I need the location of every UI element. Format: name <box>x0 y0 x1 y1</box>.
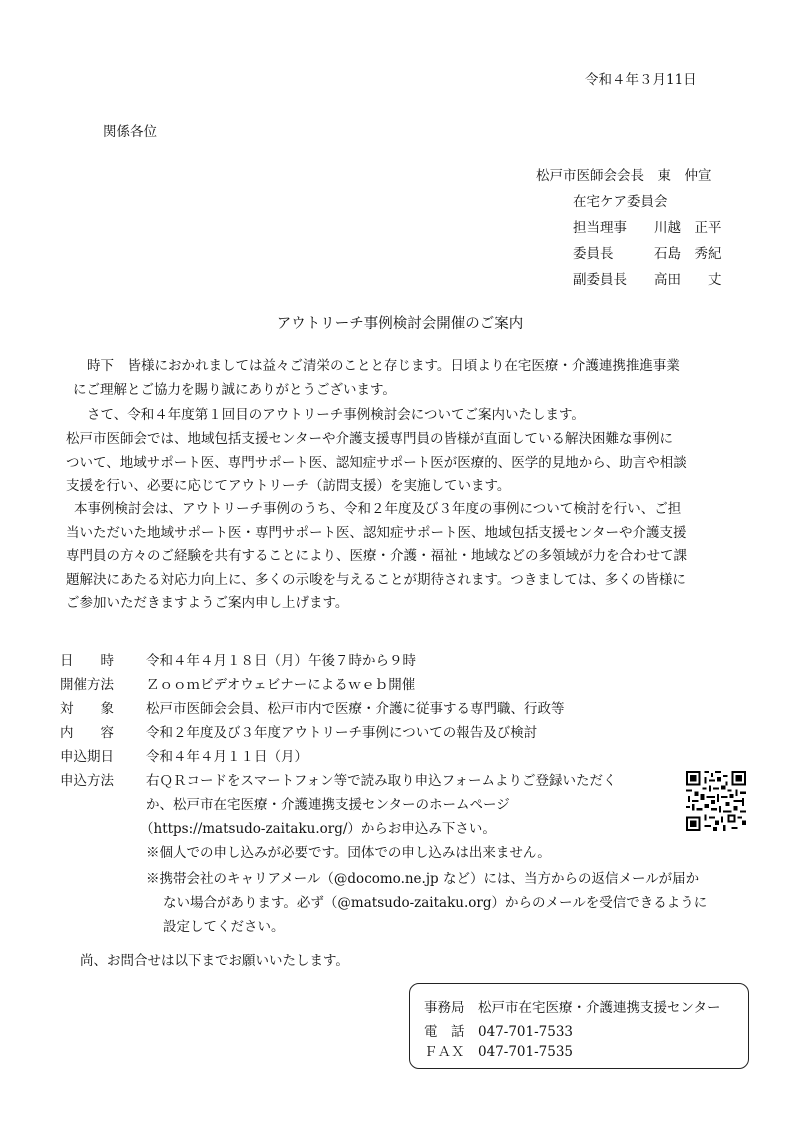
detail-label: 開催方法 <box>60 677 114 693</box>
paragraph-line: ご参加いただきますようご案内申し上げます。 <box>66 595 349 611</box>
note-individual: ※個人での申し込みが必要です。団体での申し込みは出来ません。 <box>146 845 551 861</box>
paragraph-line: 当いただいた地域サポート医・専門サポート医、認知症サポート医、地域包括支援センターや介護支援 <box>66 524 687 541</box>
paragraph-line: 支援を行い、必要に応じてアウトリーチ（訪問支援）を実施しています。 <box>66 478 511 494</box>
document-title: アウトリーチ事例検討会開催のご案内 <box>276 316 524 332</box>
detail-value: 令和２年度及び３年度アウトリーチ事例についての報告及び検討 <box>146 725 538 741</box>
contact-box <box>409 983 749 1069</box>
sender-line: 委員長 石島 秀紀 <box>573 246 722 262</box>
paragraph-line: さて、令和４年度第１回目のアウトリーチ事例検討会についてご案内いたします。 <box>87 407 585 423</box>
note-carrier-mail-cont: ない場合があります。必ず（@matsudo-zaitaku.org）からのメールを受信できるように <box>163 895 708 911</box>
paragraph-line: 時下 皆様におかれましては益々ご清栄のことと存じます。日頃より在宅医療・介護連携推進事業 <box>87 358 680 374</box>
paragraph-line: 題解決にあたる対応力向上に、多くの示唆を与えることが期待されます。つきましては、多くの皆様に <box>66 571 686 588</box>
detail-value: 松戸市医師会会員、松戸市内で医療・介護に従事する専門職、行政等 <box>146 701 565 717</box>
contact-office: 事務局 松戸市在宅医療・介護連携支援センター <box>424 1000 721 1016</box>
note-carrier-mail: ※携帯会社のキャリアメール（@docomo.ne.jp など）には、当方からの返信メールが届か <box>146 871 700 887</box>
sender-line: 在宅ケア委員会 <box>573 194 668 210</box>
note-carrier-mail-cont: 設定してください。 <box>163 919 285 935</box>
paragraph-intro <box>73 404 753 428</box>
paragraph-line: ついて、地域サポート医、専門サポート医、認知症サポート医が医療的、医学的見地から、助言や相談 <box>66 454 687 471</box>
contact-fax: ＦＡＸ 047-701-7535 <box>424 1044 574 1060</box>
detail-value: 右ＱＲコードをスマートフォン等で読み取り申込フォームよりご登録いただく <box>146 773 617 789</box>
apply-line: か、松戸市在宅医療・介護連携支援センターのホームページ <box>146 797 510 813</box>
document-date: 令和４年３月11日 <box>585 72 697 88</box>
detail-value: Ｚｏｏｍビデオウェビナーによるｗｅｂ開催 <box>146 677 416 693</box>
detail-label: 申込期日 <box>60 749 114 765</box>
paragraph-line: 専門員の方々のご経験を共有することにより、医療・介護・福祉・地域などの多領域が力を合わせて課 <box>66 548 687 564</box>
paragraph-line: にご理解とご協力を賜り誠にありがとうございます。 <box>73 381 396 398</box>
detail-label: 内 容 <box>60 725 114 741</box>
sender-line: 副委員長 高田 丈 <box>573 272 722 288</box>
paragraph-purpose <box>66 498 746 616</box>
contact-phone: 電 話 047-701-7533 <box>424 1024 574 1040</box>
detail-label: 日 時 <box>60 653 114 669</box>
apply-url-line[interactable]: （https://matsudo-zaitaku.org/）からお申込み下さい。 <box>140 821 496 837</box>
detail-label: 申込方法 <box>60 773 114 789</box>
paragraph-greeting <box>73 355 753 402</box>
detail-label: 対 象 <box>60 701 114 717</box>
detail-value: 令和４年４月１８日（月）午後７時から９時 <box>146 653 416 669</box>
paragraph-description <box>66 428 746 499</box>
sender-line: 松戸市医師会会長 東 仲宣 <box>536 168 712 184</box>
paragraph-line: 松戸市医師会では、地域包括支援センターや介護支援専門員の皆様が直面している解決困難な事例に <box>66 431 673 447</box>
paragraph-line: 本事例検討会は、アウトリーチ事例のうち、令和２年度及び３年度の事例について検討を行い、ご担 <box>74 501 682 517</box>
closing-note: 尚、お問合せは以下までお願いいたします。 <box>80 953 349 969</box>
qr-code-icon[interactable] <box>686 771 746 831</box>
detail-value: 令和４年４月１１日（月） <box>146 749 308 765</box>
sender-line: 担当理事 川越 正平 <box>573 220 722 236</box>
addressee: 関係各位 <box>103 124 157 140</box>
